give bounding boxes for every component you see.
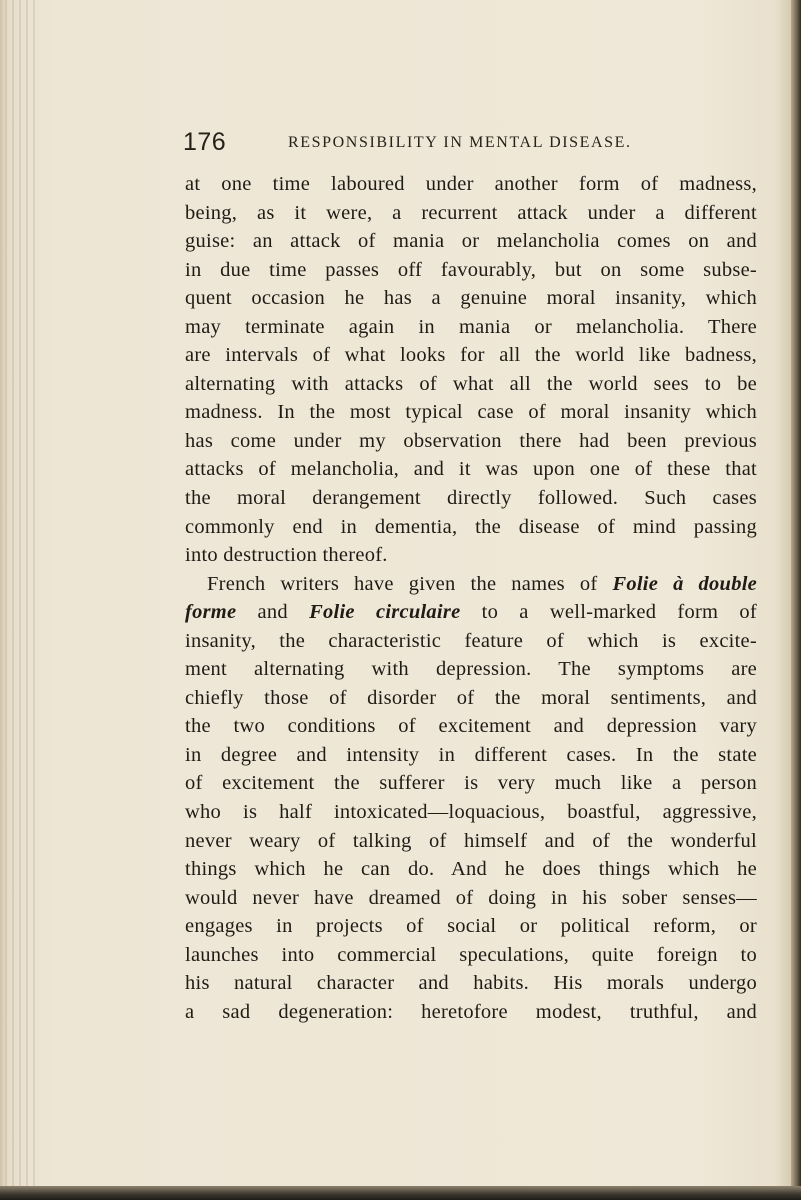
text-line: would never have dreamed of doing in his sober senses— [185, 886, 757, 909]
text-line: being, as it were, a recurrent attack under a different [185, 201, 757, 224]
italic-term: Folie à double [612, 572, 758, 595]
page-header [183, 128, 783, 162]
text-line: never weary of talking of himself and of the wonderful [185, 829, 757, 852]
running-head: RESPONSIBILITY IN MENTAL DISEASE. [288, 134, 632, 151]
text-line: of excitement the sufferer is very much like a person [185, 772, 757, 795]
text-line: who is half intoxicated—loquacious, boastful, aggressive, [185, 801, 757, 824]
page-number: 176 [183, 128, 227, 156]
text-line: into destruction thereof. [185, 544, 388, 567]
page-right-edge [791, 0, 801, 1200]
text-line: quent occasion he has a genuine moral insanity, which [185, 287, 757, 310]
text-line: commonly end in dementia, the disease of mind passing [185, 515, 757, 538]
text-line: are intervals of what looks for all the world like badness, [185, 344, 757, 367]
body-text [185, 170, 757, 1026]
page-gutter [0, 0, 40, 1200]
text-line: guise: an attack of mania or melancholia comes on and [185, 230, 757, 253]
page-bottom-edge [0, 1186, 801, 1200]
text-line: insanity, the characteristic feature of which is excite- [185, 629, 757, 652]
italic-term: forme [185, 601, 237, 624]
text-line: the moral derangement directly followed. Such cases [185, 487, 757, 510]
text-line: at one time laboured under another form of madness, [185, 173, 757, 195]
text-line: a sad degeneration: heretofore modest, truthful, and [185, 1000, 757, 1023]
text-line: ment alternating with depression. The symptoms are [185, 658, 757, 681]
text-line: things which he can do. And he does things which he [185, 858, 757, 881]
text-line: French writers have given the names of Folie à double [207, 572, 758, 595]
text-line: engages in projects of social or political reform, or [185, 915, 757, 938]
text-line: launches into commercial speculations, quite foreign to [185, 943, 757, 966]
text-line: in degree and intensity in different cases. In the state [185, 743, 757, 766]
text-line: forme and Folie circulaire to a well-marked form of [185, 601, 758, 624]
text-line: has come under my observation there had been previous [185, 429, 757, 452]
text-line: chiefly those of disorder of the moral sentiments, and [185, 686, 757, 709]
text-line: the two conditions of excitement and depression vary [185, 715, 757, 738]
text-line: in due time passes off favourably, but on some subse- [185, 258, 757, 281]
italic-term: Folie circulaire [309, 601, 461, 624]
text-line: his natural character and habits. His morals undergo [185, 972, 757, 995]
text-line: may terminate again in mania or melancholia. There [185, 315, 757, 338]
text-line: alternating with attacks of what all the world sees to be [185, 372, 757, 395]
text-line: madness. In the most typical case of moral insanity which [185, 401, 757, 424]
text-line: attacks of melancholia, and it was upon one of these that [185, 458, 757, 481]
